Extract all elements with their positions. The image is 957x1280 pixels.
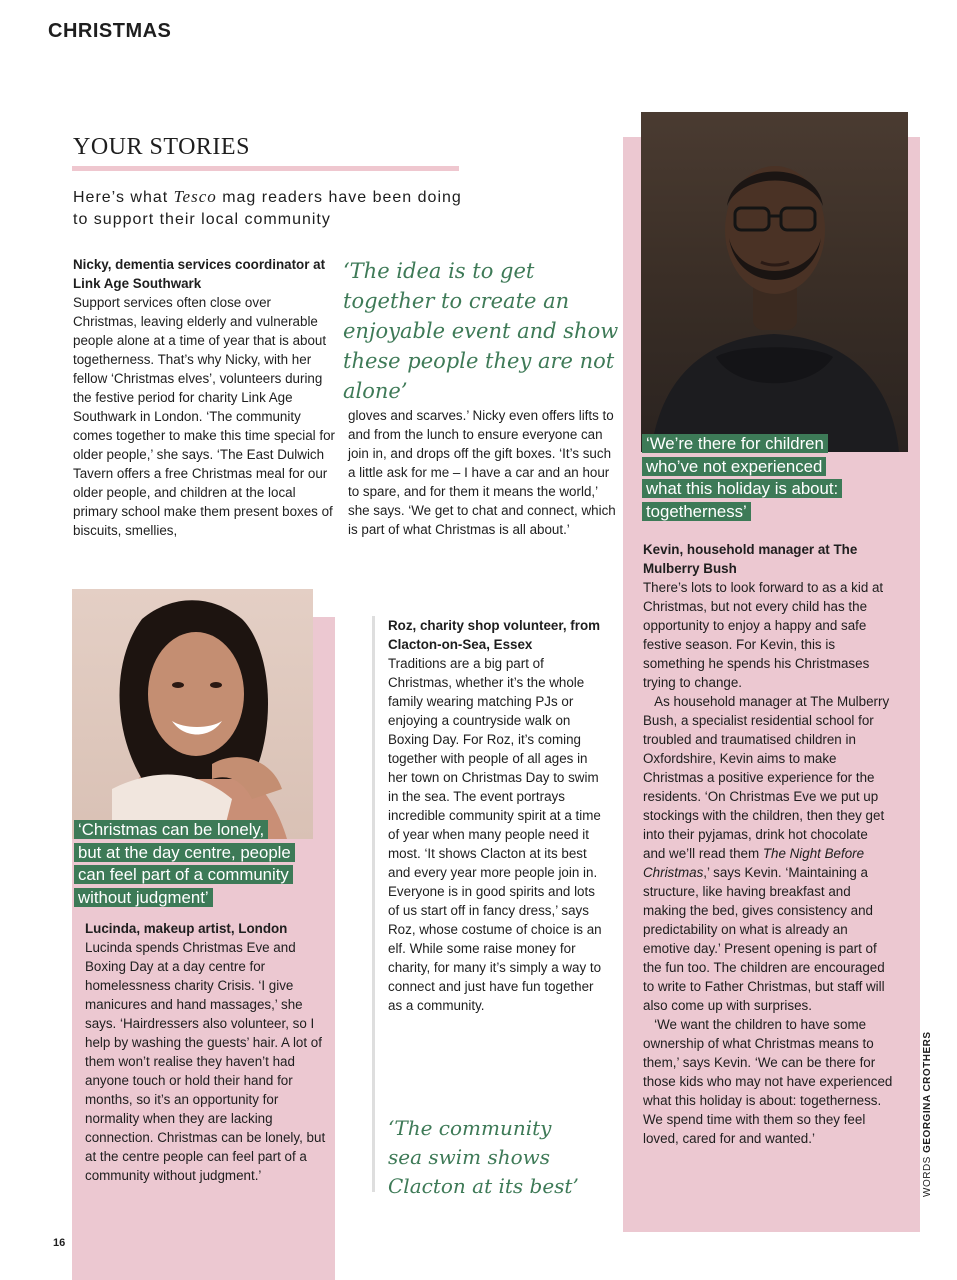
- title-underline: [72, 166, 459, 171]
- magazine-name: Tesco: [173, 187, 217, 206]
- section-label: CHRISTMAS: [48, 20, 172, 42]
- writer-credit: WORDS GEORGINA CROTHERS: [922, 1031, 933, 1197]
- intro-text: Here’s what Tesco mag readers have been doing to support their local community: [73, 187, 462, 228]
- roz-story: [388, 616, 606, 1015]
- nicky-body-part-1: Support services often close over Christmas, leaving elderly and vulnerable people alone at a time of year that is about togetherness. That’s why Nicky, with her fellow ‘Christmas elves’, volunteers during the festive period for charity Link Age Southwark in London. ‘The community comes together to make this time special for older people,’ she says. ‘The East Dulwich Tavern offers a free Christmas meal for our older people, and children at the local primary school make them present boxes of biscuits, smellies,: [73, 295, 335, 538]
- book-title: The Night Before Christmas: [643, 846, 865, 880]
- page-number: 16: [53, 1237, 66, 1249]
- kevin-pull-quote: ‘We’re there for children who’ve not experienced what this holiday is about: togetherness’: [642, 433, 887, 523]
- lucinda-portrait-illustration: [72, 589, 313, 839]
- lucinda-heading: Lucinda, makeup artist, London: [85, 921, 288, 936]
- nicky-heading: Nicky, dementia services coordinator at Link Age Southwark: [73, 257, 326, 291]
- kevin-paragraph-1: There’s lots to look forward to as a kid at Christmas, but not every child has the opportunity to enjoy a happy and safe festive season. For Kevin, this is something he spends his Christmases trying to change.: [643, 580, 884, 690]
- kevin-paragraph-3: ‘We want the children to have some ownership of what Christmas means to them,’ says Kevin. ‘We can be there for those kids who may not have experienced what this holiday is about: togetherness. We spend time with them so they feel loved, cared for and wanted.’: [643, 1017, 893, 1146]
- lucinda-pull-quote: ‘Christmas can be lonely, but at the day centre, people can feel part of a community without judgment’: [74, 819, 336, 909]
- kevin-heading: Kevin, household manager at The Mulberry Bush: [643, 542, 858, 576]
- nicky-story-column-1: [73, 255, 337, 540]
- roz-heading: Roz, charity shop volunteer, from Clacton-on-Sea, Essex: [388, 618, 601, 652]
- roz-body: Traditions are a big part of Christmas, whether it’s the whole family wearing matching PJs or enjoying a countryside walk on Boxing Day. For Roz, it’s coming together with people of all ages in her town on Christmas Day to swim in the sea. The event portrays incredible community spirit at a time of year when many people need it most. ‘It shows Clacton at its best and every year more people join in. Everyone is in good spirits and lots of us start off in fancy dress,’ says Roz, whose costume of choice is an elf. While some raise money for charity, for many it’s simply a way to connect and just have fun together as a community.: [388, 656, 602, 1013]
- page-title: YOUR STORIES: [73, 134, 250, 160]
- kevin-story: Kevin, household manager at The Mulberry Bush There’s lots to look forward to as a kid at Christmas, but not every child has the opportunity to enjoy a happy and safe festive season. For Kevin, this is something he spends his Christmases trying to change. As household manager at The Mulberry Bush, a specialist residential school for troubled and traumatised children in Oxfordshire, Kevin aims to make Christmas a positive experience for the residents. ‘On Christmas Eve we put up stockings with the children, then they get into their pyjamas, drink hot chocolate and we’ll read them The Night Before Christmas,’ says Kevin. ‘Maintaining a structure, like having breakfast and making the bed, gives consistency and predictability on what is already an emotive day.’ Present opening is part of the fun too. The children are encouraged to write to Father Christmas, but staff will also come up with surprises. ‘We want the children to have some ownership of what Christmas means to them,’ says Kevin. ‘We can be there for those kids who may not have experienced what this holiday is about: togetherness. We spend time with them so they feel loved, cared for and wanted.’: [643, 542, 893, 1146]
- kevin-portrait-illustration: [641, 112, 908, 452]
- lucinda-body: Lucinda spends Christmas Eve and Boxing Day at a day centre for homelessness charity Crisis. ‘I give manicures and hand massages,’ she says. ‘Hairdressers also volunteer, so I help by washing the guests’ hair. A lot of them won’t realise they haven’t had anyone touch or hold their hand for months, so it’s an opportunity for normality when they are lacking connection. Christmas can be lonely, but at the centre people can feel part of a community without judgment.’: [85, 940, 326, 1183]
- roz-column-rule: [372, 616, 375, 1192]
- kevin-photo: [641, 112, 908, 452]
- nicky-quote: ‘The idea is to get together to create an enjoyable event and show these people they are not alone’: [343, 259, 619, 403]
- lucinda-story: [85, 919, 330, 1185]
- nicky-body-part-2: gloves and scarves.’ Nicky even offers lifts to and from the lunch to ensure everyone can join in, and drops off the gift boxes. ‘It’s such a little ask for me – I have a car and an hour to spare, and for them it means the world,’ she says. ‘We get to chat and connect, which is part of what Christmas is all about.’: [348, 408, 616, 537]
- roz-quote: ‘The community sea swim shows Clacton at its best’: [388, 1116, 579, 1198]
- lucinda-photo: [72, 589, 313, 839]
- kevin-paragraph-2: As household manager at The Mulberry Bush, a specialist residential school for troubled and traumatised children in Oxfordshire, Kevin aims to make Christmas a positive experience for the residents. ‘On Christmas Eve we put up stockings with the children, then they get into their pyjamas, drink hot chocolate and we’ll read them: [643, 694, 890, 861]
